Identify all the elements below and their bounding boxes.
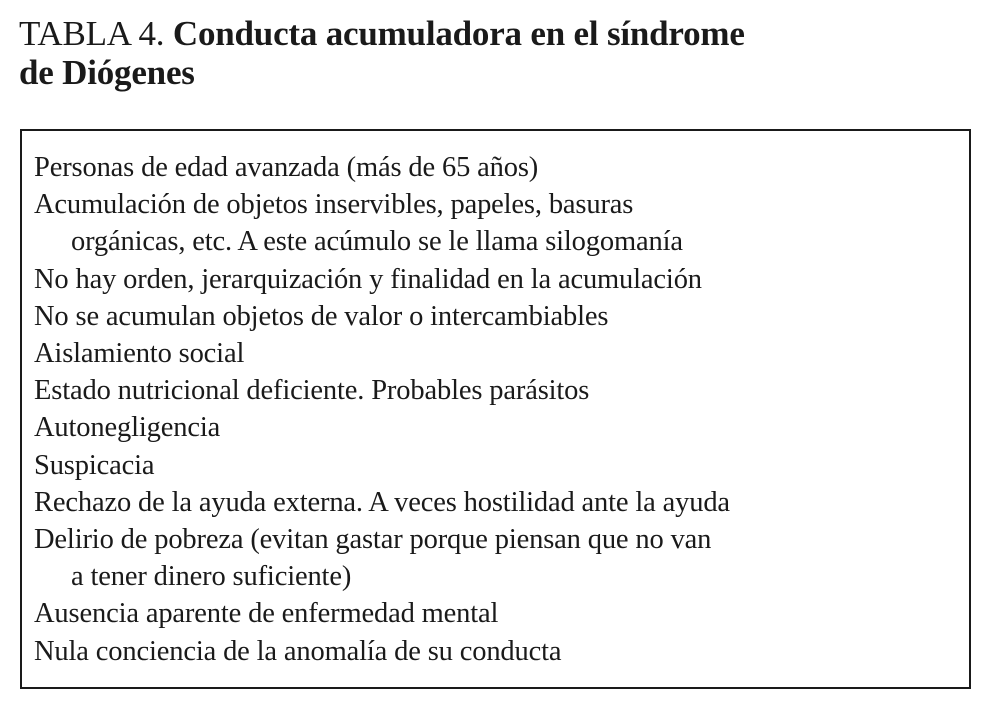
item-text: Ausencia aparente de enfermedad mental: [34, 598, 499, 630]
list-item: [34, 447, 959, 484]
item-text: Nula conciencia de la anomalía de su conducta: [34, 635, 562, 667]
item-text: No hay orden, jerarquización y finalidad en la acumulación: [34, 263, 702, 295]
table-caption: [19, 14, 969, 92]
list-item: [34, 335, 959, 372]
item-text: Acumulación de objetos inservibles, papeles, basuras: [34, 189, 634, 221]
list-item: [34, 484, 959, 521]
list-item: [34, 409, 959, 446]
table-title-line-2: de Diógenes: [19, 53, 195, 92]
table-number: TABLA 4.: [19, 14, 165, 53]
item-text-continuation: a tener dinero suficiente): [71, 561, 352, 593]
item-text: Aislamiento social: [34, 338, 245, 370]
list-item: [34, 186, 959, 260]
item-text: Suspicacia: [34, 449, 155, 481]
list-item: [34, 149, 959, 186]
list-item: [34, 261, 959, 298]
list-item: [34, 298, 959, 335]
table-title-line-1: Conducta acumuladora en el síndrome: [172, 14, 745, 53]
criteria-list: [34, 149, 959, 670]
item-text-continuation: orgánicas, etc. A este acúmulo se le llama silogomanía: [71, 226, 683, 258]
list-item: [34, 372, 959, 409]
item-text: Estado nutricional deficiente. Probables parásitos: [34, 375, 590, 407]
list-item: [34, 521, 959, 595]
item-text: Autonegligencia: [34, 412, 221, 444]
item-text: Rechazo de la ayuda externa. A veces hostilidad ante la ayuda: [34, 486, 730, 518]
item-text: Delirio de pobreza (evitan gastar porque piensan que no van: [34, 524, 712, 556]
list-item: [34, 633, 959, 670]
item-text: No se acumulan objetos de valor o intercambiables: [34, 300, 609, 332]
list-item: [34, 595, 959, 632]
item-text: Personas de edad avanzada (más de 65 años): [34, 152, 539, 183]
table-frame: [20, 129, 971, 689]
